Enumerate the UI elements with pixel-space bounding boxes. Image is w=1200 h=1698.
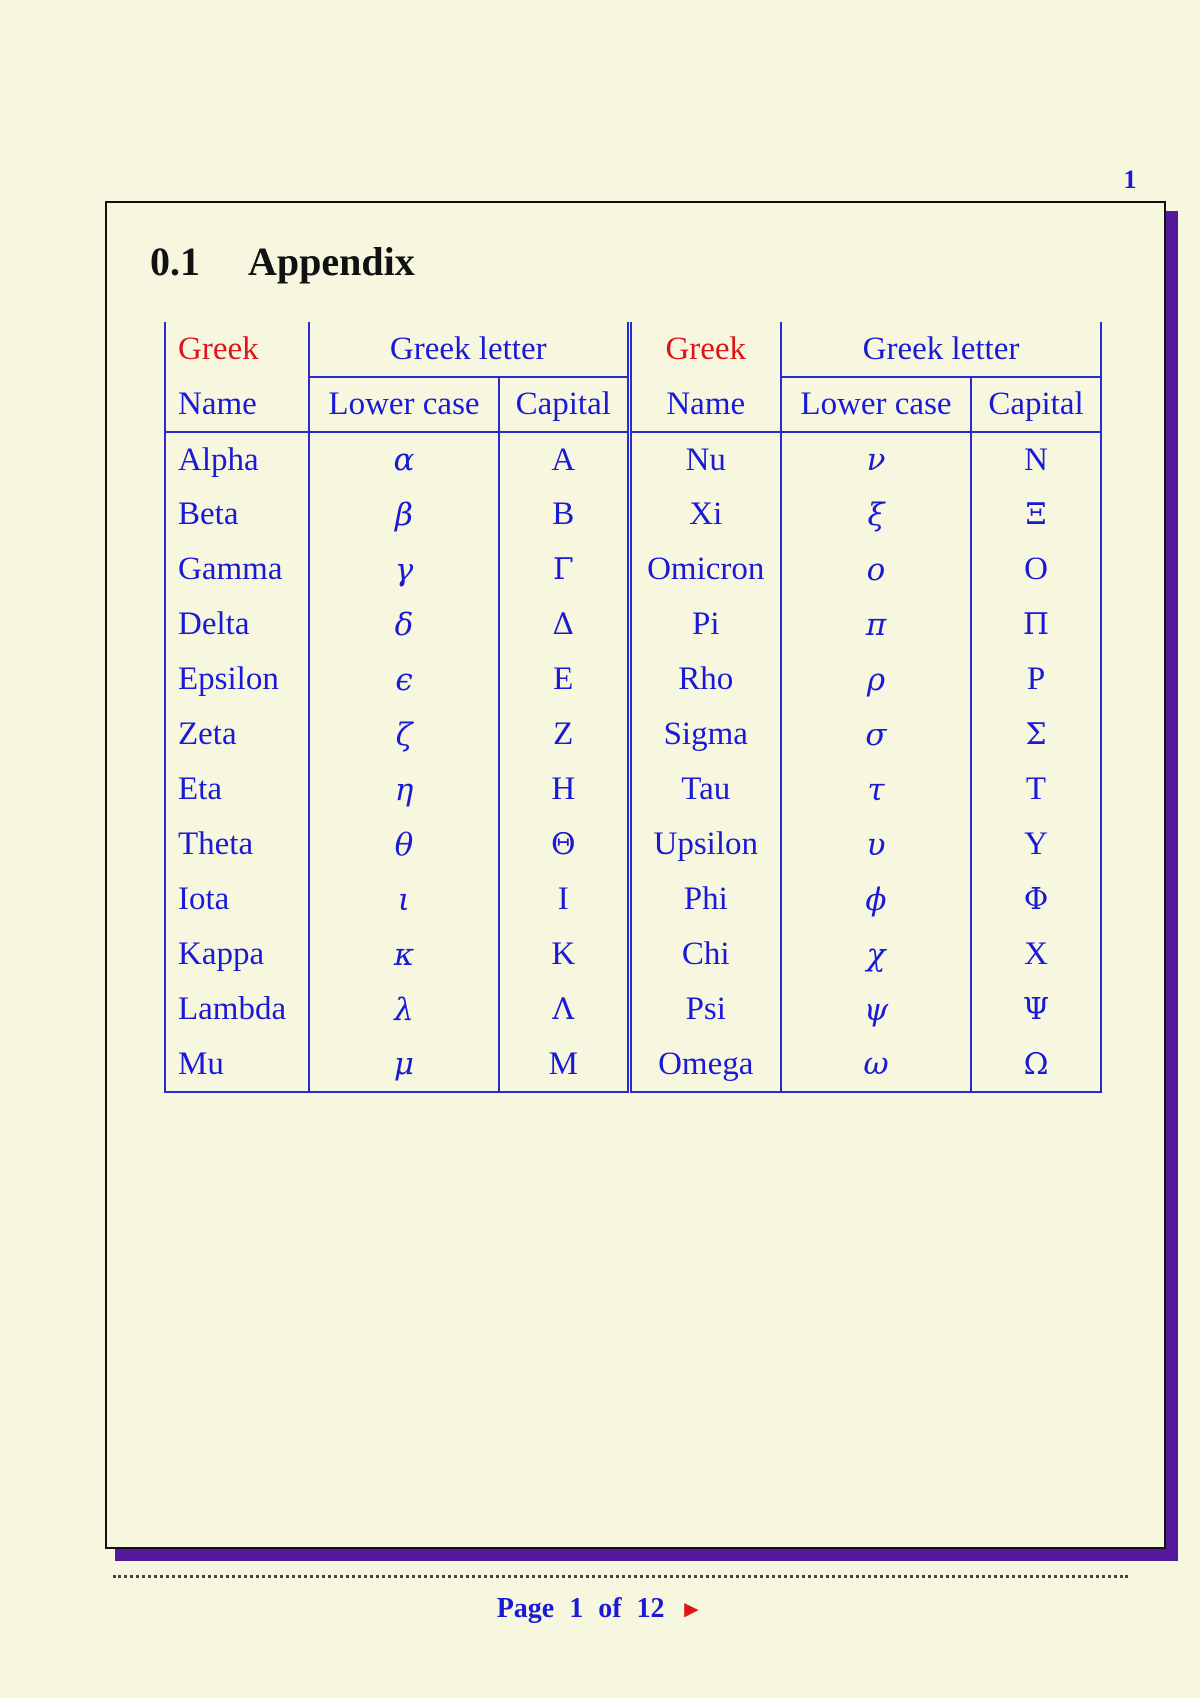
total-pages: 12 xyxy=(636,1593,665,1624)
table-header-row xyxy=(165,322,1101,377)
table-row xyxy=(165,652,1101,707)
page-label: Page xyxy=(496,1593,555,1624)
capital-letter: Π xyxy=(971,597,1101,652)
letter-name: Xi xyxy=(629,487,781,542)
letter-name: Sigma xyxy=(629,707,781,762)
capital-letter: K xyxy=(499,927,629,982)
letter-name: Rho xyxy=(629,652,781,707)
lowercase-letter: θ xyxy=(309,817,499,872)
lowercase-letter: ζ xyxy=(309,707,499,762)
table-row xyxy=(165,432,1101,487)
table-row xyxy=(165,1037,1101,1092)
table-row xyxy=(165,542,1101,597)
table-row xyxy=(165,597,1101,652)
table-row xyxy=(165,982,1101,1037)
lowercase-letter: δ xyxy=(309,597,499,652)
capital-letter: Υ xyxy=(971,817,1101,872)
capital-letter: Ω xyxy=(971,1037,1101,1092)
table-row xyxy=(165,707,1101,762)
lowercase-letter: ρ xyxy=(781,652,971,707)
section-title xyxy=(150,238,415,285)
letter-name: Lambda xyxy=(165,982,309,1037)
lowercase-letter: υ xyxy=(781,817,971,872)
table-row xyxy=(165,762,1101,817)
header-name-left: Name xyxy=(165,377,309,432)
capital-letter: X xyxy=(971,927,1101,982)
capital-letter: T xyxy=(971,762,1101,817)
current-page: 1 xyxy=(569,1593,584,1624)
capital-letter: O xyxy=(971,542,1101,597)
section-number: 0.1 xyxy=(150,239,200,284)
letter-name: Epsilon xyxy=(165,652,309,707)
capital-letter: Γ xyxy=(499,542,629,597)
lowercase-letter: β xyxy=(309,487,499,542)
lowercase-letter: ω xyxy=(781,1037,971,1092)
letter-name: Eta xyxy=(165,762,309,817)
letter-name: Gamma xyxy=(165,542,309,597)
capital-letter: P xyxy=(971,652,1101,707)
footer-dotted-rule xyxy=(113,1575,1128,1578)
table-subheader-row xyxy=(165,377,1101,432)
capital-letter: B xyxy=(499,487,629,542)
letter-name: Psi xyxy=(629,982,781,1037)
lowercase-letter: ι xyxy=(309,872,499,927)
header-greek-right: Greek xyxy=(629,322,781,377)
letter-name: Phi xyxy=(629,872,781,927)
header-greek-letter-right: Greek letter xyxy=(781,322,1101,377)
section-heading: Appendix xyxy=(248,239,415,284)
capital-letter: Σ xyxy=(971,707,1101,762)
capital-letter: A xyxy=(499,432,629,487)
table-row xyxy=(165,487,1101,542)
lowercase-letter: μ xyxy=(309,1037,499,1092)
capital-letter: H xyxy=(499,762,629,817)
letter-name: Kappa xyxy=(165,927,309,982)
capital-letter: Φ xyxy=(971,872,1101,927)
lowercase-letter: ϕ xyxy=(781,872,971,927)
header-lower-left: Lower case xyxy=(309,377,499,432)
header-capital-right: Capital xyxy=(971,377,1101,432)
letter-name: Tau xyxy=(629,762,781,817)
lowercase-letter: η xyxy=(309,762,499,817)
lowercase-letter: ψ xyxy=(781,982,971,1037)
capital-letter: Z xyxy=(499,707,629,762)
capital-letter: Λ xyxy=(499,982,629,1037)
letter-name: Iota xyxy=(165,872,309,927)
letter-name: Zeta xyxy=(165,707,309,762)
lowercase-letter: ο xyxy=(781,542,971,597)
lowercase-letter: κ xyxy=(309,927,499,982)
lowercase-letter: σ xyxy=(781,707,971,762)
lowercase-letter: ξ xyxy=(781,487,971,542)
capital-letter: Θ xyxy=(499,817,629,872)
lowercase-letter: χ xyxy=(781,927,971,982)
header-lower-right: Lower case xyxy=(781,377,971,432)
letter-name: Pi xyxy=(629,597,781,652)
page-navigation xyxy=(0,1593,1200,1625)
letter-name: Omicron xyxy=(629,542,781,597)
capital-letter: Ψ xyxy=(971,982,1101,1037)
capital-letter: E xyxy=(499,652,629,707)
lowercase-letter: α xyxy=(309,432,499,487)
header-greek-letter-left: Greek letter xyxy=(309,322,629,377)
lowercase-letter: λ xyxy=(309,982,499,1037)
lowercase-letter: γ xyxy=(309,542,499,597)
letter-name: Omega xyxy=(629,1037,781,1092)
letter-name: Chi xyxy=(629,927,781,982)
next-page-arrow-icon[interactable]: ► xyxy=(679,1597,704,1623)
letter-name: Theta xyxy=(165,817,309,872)
capital-letter: Ξ xyxy=(971,487,1101,542)
header-name-right: Name xyxy=(629,377,781,432)
table-row xyxy=(165,817,1101,872)
lowercase-letter: ϵ xyxy=(309,652,499,707)
header-greek-left: Greek xyxy=(165,322,309,377)
page-number: 1 xyxy=(1123,165,1137,194)
letter-name: Nu xyxy=(629,432,781,487)
capital-letter: Δ xyxy=(499,597,629,652)
letter-name: Beta xyxy=(165,487,309,542)
header-capital-left: Capital xyxy=(499,377,629,432)
lowercase-letter: τ xyxy=(781,762,971,817)
lowercase-letter: ν xyxy=(781,432,971,487)
capital-letter: M xyxy=(499,1037,629,1092)
table-row xyxy=(165,872,1101,927)
greek-alphabet-table xyxy=(164,322,1102,1093)
capital-letter: N xyxy=(971,432,1101,487)
letter-name: Delta xyxy=(165,597,309,652)
capital-letter: I xyxy=(499,872,629,927)
letter-name: Upsilon xyxy=(629,817,781,872)
letter-name: Alpha xyxy=(165,432,309,487)
lowercase-letter: π xyxy=(781,597,971,652)
of-label: of xyxy=(598,1593,622,1624)
letter-name: Mu xyxy=(165,1037,309,1092)
table-row xyxy=(165,927,1101,982)
